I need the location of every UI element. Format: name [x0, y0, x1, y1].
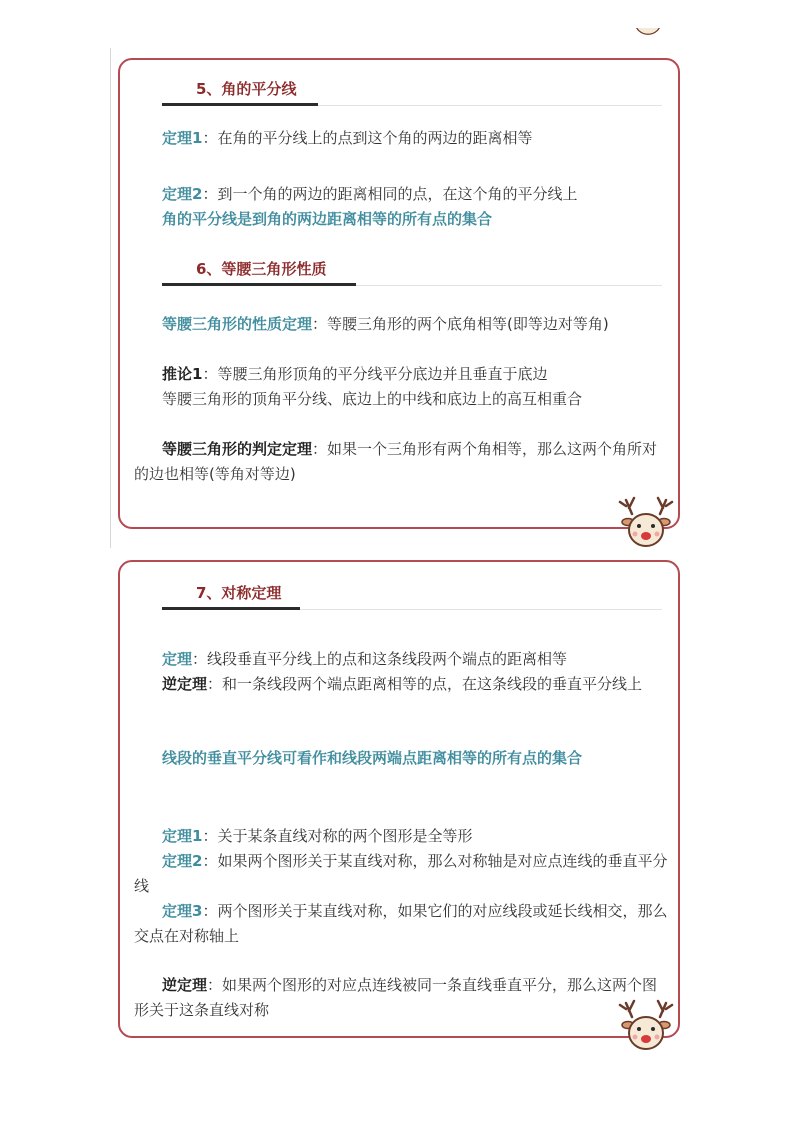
theorem-label: 定理3: [162, 902, 203, 920]
theorem-label: 定理2: [162, 852, 203, 870]
section-6-header: [162, 248, 662, 284]
title-underline: [162, 283, 356, 286]
side-rule: [110, 48, 111, 548]
symmetry-theorem-2: [134, 849, 670, 899]
isosceles-coincide: 等腰三角形的顶角平分线、底边上的中线和底边上的高互相重合: [162, 390, 583, 408]
title-underline: [162, 103, 318, 106]
theorem-label: 定理1: [162, 129, 203, 147]
section-7-title: 7、对称定理: [196, 584, 282, 602]
theorem-text: ：如果两个图形关于某直线对称，那么对称轴是对应点连线的垂直平分线: [134, 852, 668, 895]
isosceles-property: [134, 312, 670, 337]
theorem-label: 定理1: [162, 827, 203, 845]
theorem-text: ：线段垂直平分线上的点和这条线段两个端点的距离相等: [192, 650, 568, 668]
theorem-text: ：等腰三角形的两个底角相等(即等边对等角): [312, 315, 609, 333]
symmetry-theorem-1: [134, 824, 670, 849]
theorem-text: ：如果两个图形的对应点连线被同一条直线垂直平分，那么这两个图形关于这条直线对称: [134, 976, 658, 1019]
theorem-label: 等腰三角形的性质定理: [162, 315, 313, 333]
theorem-text: ：在角的平分线上的点到这个角的两边的距离相等: [202, 129, 533, 147]
theorem-5-conclusion: 角的平分线是到角的两边距离相等的所有点的集合: [162, 210, 493, 228]
theorem-label: 逆定理: [162, 976, 208, 994]
reindeer-icon: [628, 28, 668, 52]
theorem-text: ：两个图形关于某直线对称，如果它们的对应线段或延长线相交，那么交点在对称轴上: [134, 902, 668, 945]
section-5-title: 5、角的平分线: [196, 80, 297, 98]
reindeer-icon: [614, 995, 678, 1059]
theorem-text: ：和一条线段两个端点距离相等的点，在这条线段的垂直平分线上: [207, 675, 643, 693]
theorem-label: 定理: [162, 650, 193, 668]
symmetry-inverse: [134, 672, 670, 697]
symmetry-inverse-2: [134, 973, 670, 1023]
theorem-text: ：关于某条直线对称的两个图形是全等形: [202, 827, 473, 845]
theorem-label: 等腰三角形的判定定理: [162, 440, 313, 458]
theorem-label: 定理2: [162, 185, 203, 203]
isosceles-judgement: [134, 437, 670, 487]
reindeer-icon: [614, 492, 678, 556]
theorem-text: ：等腰三角形顶角的平分线平分底边并且垂直于底边: [202, 365, 548, 383]
theorem-label: 推论1: [162, 365, 203, 383]
title-underline: [162, 607, 300, 610]
theorem-5-2: [134, 182, 670, 207]
section-7-header: [162, 572, 662, 608]
bisector-set: 线段的垂直平分线可看作和线段两端点距离相等的所有点的集合: [162, 749, 583, 767]
theorem-label: 逆定理: [162, 675, 208, 693]
card-sections-5-6: [118, 58, 680, 529]
section-5-header: [162, 68, 662, 104]
section-6-title: 6、等腰三角形性质: [196, 260, 327, 278]
theorem-5-1: [134, 126, 670, 151]
symmetry-theorem: [134, 647, 670, 672]
symmetry-theorem-3: [134, 899, 670, 949]
card-section-7: [118, 560, 680, 1038]
isosceles-corollary: [134, 362, 670, 387]
theorem-text: ：如果一个三角形有两个角相等，那么这两个角所对的边也相等(等角对等边): [134, 440, 658, 483]
theorem-text: ：到一个角的两边的距离相同的点，在这个角的平分线上: [202, 185, 578, 203]
